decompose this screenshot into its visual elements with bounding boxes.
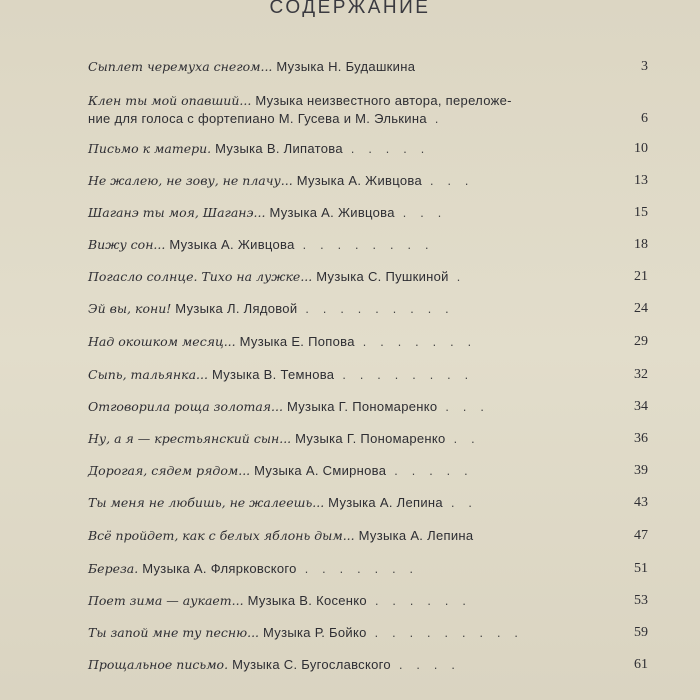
- song-title: Всё пройдет, как с белых яблонь дым...: [88, 528, 355, 543]
- page-number: 29: [634, 334, 648, 349]
- leader-dots: .: [434, 112, 453, 126]
- composer-credit: Музыка В. Липатова: [215, 141, 343, 156]
- page-number: 21: [634, 269, 648, 284]
- leader-dots: ........: [342, 368, 483, 382]
- song-title: Погасло солнце. Тихо на лужке...: [88, 269, 313, 284]
- composer-credit: Музыка Н. Будашкина: [276, 59, 416, 74]
- page-heading: СОДЕРЖАНИЕ: [269, 0, 431, 18]
- leader-dots: .......: [304, 562, 428, 576]
- leader-dots: ..: [450, 496, 486, 510]
- composer-credit: Музыка Л. Лядовой: [175, 301, 298, 316]
- page-number: 32: [634, 367, 648, 382]
- composer-credit: Музыка А. Флярковского: [142, 561, 297, 576]
- leader-dots: .: [456, 270, 475, 284]
- toc-entry: [88, 592, 648, 610]
- song-title: Прощальное письмо.: [88, 657, 229, 672]
- composer-credit: Музыка В. Косенко: [247, 593, 367, 608]
- song-title: Поет зима — аукает...: [88, 593, 244, 608]
- composer-credit: Музыка С. Пушкиной: [316, 269, 449, 284]
- song-title: Береза.: [88, 561, 139, 576]
- composer-credit-continued: ние для голоса с фортепиано М. Гусева и М. Элькина: [88, 111, 427, 126]
- song-title: Клен ты мой опавший...: [88, 93, 252, 108]
- song-title: Письмо к матери.: [88, 141, 212, 156]
- toc-entry: [88, 92, 648, 128]
- page-number: 39: [634, 463, 648, 478]
- toc-entry: [88, 300, 648, 318]
- page-number: 51: [634, 561, 648, 576]
- composer-credit: Музыка А. Лепина: [358, 528, 474, 543]
- song-title: Сыплет черемуха снегом...: [88, 59, 273, 74]
- page-number: 3: [641, 59, 648, 74]
- page-number: 15: [634, 205, 648, 220]
- song-title: Ты меня не любишь, не жалеешь...: [88, 495, 325, 510]
- leader-dots: ...: [402, 206, 456, 220]
- page-number: 47: [634, 528, 648, 543]
- composer-credit: Музыка Г. Пономаренко: [295, 431, 446, 446]
- song-title: Вижу сон...: [88, 237, 166, 252]
- leader-dots: ..: [453, 432, 489, 446]
- composer-credit: Музыка А. Живцова: [169, 237, 295, 252]
- song-title: Дорогая, сядем рядом...: [88, 463, 251, 478]
- song-title: Сыпь, тальянка...: [88, 367, 208, 382]
- song-title: Не жалею, не зову, не плачу...: [88, 173, 293, 188]
- leader-dots: ....: [398, 658, 469, 672]
- toc-entry: [88, 58, 648, 76]
- page-number: 53: [634, 593, 648, 608]
- leader-dots: .......: [362, 335, 486, 349]
- composer-credit: Музыка Г. Пономаренко: [286, 399, 438, 414]
- composer-credit: Музыка А. Живцова: [269, 205, 395, 220]
- page-number: 61: [634, 657, 648, 672]
- composer-credit: Музыка А. Лепина: [328, 495, 443, 510]
- song-title: Ну, а я — крестьянский сын...: [88, 431, 292, 446]
- composer-credit: Музыка А. Смирнова: [254, 463, 387, 478]
- toc-entry: [88, 172, 648, 190]
- page-number: 6: [641, 111, 648, 126]
- leader-dots: .....: [394, 464, 482, 478]
- page-number: 18: [634, 237, 648, 252]
- toc-entry: [88, 398, 648, 416]
- song-title: Отговорила роща золотая...: [88, 399, 283, 414]
- page-number: 13: [634, 173, 648, 188]
- page-number: 10: [634, 141, 648, 156]
- composer-credit: Музыка Е. Попова: [239, 334, 355, 349]
- composer-credit: Музыка С. Бугославского: [232, 657, 391, 672]
- page-number: 43: [634, 495, 648, 510]
- toc-entry: [88, 494, 648, 512]
- toc-entry: [88, 140, 648, 158]
- composer-credit: Музыка Р. Бойко: [263, 625, 367, 640]
- composer-credit: Музыка неизвестного автора, переложе-: [255, 93, 512, 108]
- page-number: 24: [634, 301, 648, 316]
- song-title: Над окошком месяц...: [88, 334, 236, 349]
- toc-entry: [88, 462, 648, 480]
- toc-entry: [88, 268, 648, 286]
- toc-entry: [88, 430, 648, 448]
- toc-entry: [88, 656, 648, 674]
- toc-entry: [88, 236, 648, 254]
- composer-credit: Музыка В. Темнова: [211, 367, 335, 382]
- page-number: 36: [634, 431, 648, 446]
- toc-entry: [88, 366, 648, 384]
- leader-dots: .........: [374, 626, 532, 640]
- page-number: 59: [634, 625, 648, 640]
- leader-dots: ...: [429, 174, 483, 188]
- song-title: Эй вы, кони!: [88, 301, 172, 316]
- leader-dots: .....: [350, 142, 439, 156]
- toc-entry: [88, 527, 648, 545]
- page-number: 34: [634, 399, 648, 414]
- song-title: Шаганэ ты моя, Шаганэ...: [88, 205, 266, 220]
- toc-entry: [88, 204, 648, 222]
- leader-dots: ......: [374, 594, 480, 608]
- toc-entry: [88, 624, 648, 642]
- toc-entry: [88, 560, 648, 578]
- leader-dots: ...: [445, 400, 498, 414]
- composer-credit: Музыка А. Живцова: [296, 173, 422, 188]
- leader-dots: .........: [305, 302, 463, 316]
- leader-dots: ........: [302, 238, 443, 252]
- toc-entry: [88, 333, 648, 351]
- song-title: Ты запой мне ту песню...: [88, 625, 260, 640]
